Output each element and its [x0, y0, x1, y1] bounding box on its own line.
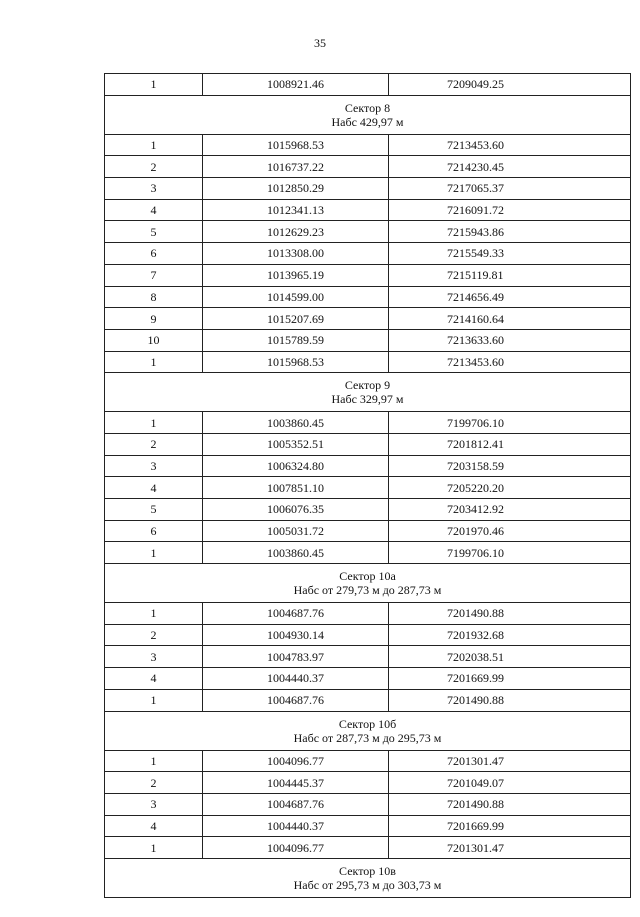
x-coordinate-cell: 1004440.37 — [203, 815, 389, 837]
sector-title: Сектор 10в — [339, 863, 396, 878]
table-row — [105, 134, 631, 156]
y-coordinate-cell: 7201812.41 — [389, 433, 631, 455]
table-row — [105, 286, 631, 308]
point-number-cell: 4 — [105, 815, 203, 837]
point-number-cell: 1 — [105, 603, 203, 625]
sector-height: Набс 329,97 м — [331, 392, 404, 407]
point-number-cell: 1 — [105, 689, 203, 711]
point-number-cell: 4 — [105, 668, 203, 690]
point-number-cell: 7 — [105, 264, 203, 286]
table-row — [105, 750, 631, 772]
point-number-cell: 6 — [105, 243, 203, 265]
y-coordinate-cell: 7215943.86 — [389, 221, 631, 243]
sector-height: Набс 429,97 м — [331, 114, 404, 129]
point-number-cell: 1 — [105, 412, 203, 434]
x-coordinate-cell: 1004440.37 — [203, 668, 389, 690]
table-row — [105, 520, 631, 542]
table-row — [105, 603, 631, 625]
table-row — [105, 329, 631, 351]
point-number-cell: 4 — [105, 477, 203, 499]
x-coordinate-cell: 1015207.69 — [203, 308, 389, 330]
sector-height: Набс от 287,73 м до 295,73 м — [293, 730, 442, 745]
y-coordinate-cell: 7214230.45 — [389, 156, 631, 178]
table-row — [105, 772, 631, 794]
point-number-cell: 8 — [105, 286, 203, 308]
x-coordinate-cell: 1008921.46 — [203, 74, 389, 96]
y-coordinate-cell: 7201490.88 — [389, 603, 631, 625]
x-coordinate-cell: 1004687.76 — [203, 793, 389, 815]
table-row — [105, 433, 631, 455]
point-number-cell: 2 — [105, 433, 203, 455]
point-number-cell: 3 — [105, 455, 203, 477]
table-row — [105, 178, 631, 200]
table-row — [105, 542, 631, 564]
y-coordinate-cell: 7201932.68 — [389, 624, 631, 646]
table-row — [105, 815, 631, 837]
sector-header-row — [105, 373, 631, 412]
x-coordinate-cell: 1007851.10 — [203, 477, 389, 499]
point-number-cell: 3 — [105, 178, 203, 200]
y-coordinate-cell: 7213453.60 — [389, 134, 631, 156]
sector-header — [105, 711, 631, 750]
point-number-cell: 1 — [105, 750, 203, 772]
point-number-cell: 2 — [105, 624, 203, 646]
y-coordinate-cell: 7201669.99 — [389, 815, 631, 837]
x-coordinate-cell: 1003860.45 — [203, 412, 389, 434]
table-row — [105, 199, 631, 221]
x-coordinate-cell: 1004687.76 — [203, 689, 389, 711]
y-coordinate-cell: 7201301.47 — [389, 750, 631, 772]
y-coordinate-cell: 7215119.81 — [389, 264, 631, 286]
point-number-cell: 1 — [105, 351, 203, 373]
x-coordinate-cell: 1004096.77 — [203, 837, 389, 859]
point-number-cell: 5 — [105, 499, 203, 521]
x-coordinate-cell: 1012341.13 — [203, 199, 389, 221]
point-number-cell: 1 — [105, 542, 203, 564]
table-row — [105, 689, 631, 711]
x-coordinate-cell: 1015968.53 — [203, 351, 389, 373]
point-number-cell: 2 — [105, 772, 203, 794]
point-number-cell: 4 — [105, 199, 203, 221]
y-coordinate-cell: 7203412.92 — [389, 499, 631, 521]
y-coordinate-cell: 7201049.07 — [389, 772, 631, 794]
sector-header — [105, 95, 631, 134]
point-number-cell: 10 — [105, 329, 203, 351]
y-coordinate-cell: 7216091.72 — [389, 199, 631, 221]
sector-title: Сектор 10б — [338, 716, 397, 731]
y-coordinate-cell: 7201490.88 — [389, 793, 631, 815]
point-number-cell: 1 — [105, 837, 203, 859]
x-coordinate-cell: 1004445.37 — [203, 772, 389, 794]
point-number-cell: 3 — [105, 646, 203, 668]
x-coordinate-cell: 1004687.76 — [203, 603, 389, 625]
y-coordinate-cell: 7214656.49 — [389, 286, 631, 308]
table-row — [105, 477, 631, 499]
sector-title: Сектор 9 — [344, 378, 391, 393]
x-coordinate-cell: 1012850.29 — [203, 178, 389, 200]
page-number: 35 — [314, 36, 326, 50]
point-number-cell: 1 — [105, 134, 203, 156]
y-coordinate-cell: 7215549.33 — [389, 243, 631, 265]
table-row — [105, 646, 631, 668]
point-number-cell: 3 — [105, 793, 203, 815]
sector-header — [105, 858, 631, 897]
sector-height: Набс от 279,73 м до 287,73 м — [293, 583, 442, 598]
sector-height: Набс от 295,73 м до 303,73 м — [293, 877, 442, 892]
table-row — [105, 499, 631, 521]
x-coordinate-cell: 1015968.53 — [203, 134, 389, 156]
x-coordinate-cell: 1003860.45 — [203, 542, 389, 564]
x-coordinate-cell: 1005352.51 — [203, 433, 389, 455]
y-coordinate-cell: 7214160.64 — [389, 308, 631, 330]
sector-title: Сектор 10а — [339, 569, 396, 584]
y-coordinate-cell: 7202038.51 — [389, 646, 631, 668]
point-number-cell: 9 — [105, 308, 203, 330]
table-row — [105, 624, 631, 646]
sector-header-row — [105, 564, 631, 603]
table-row — [105, 351, 631, 373]
table-row — [105, 455, 631, 477]
y-coordinate-cell: 7201490.88 — [389, 689, 631, 711]
table-row — [105, 74, 631, 96]
x-coordinate-cell: 1013308.00 — [203, 243, 389, 265]
sector-title: Сектор 8 — [344, 100, 391, 115]
table-row — [105, 412, 631, 434]
table-row — [105, 837, 631, 859]
table-row — [105, 156, 631, 178]
coordinates-table — [104, 73, 631, 898]
y-coordinate-cell: 7209049.25 — [389, 74, 631, 96]
table-row — [105, 221, 631, 243]
x-coordinate-cell: 1004096.77 — [203, 750, 389, 772]
sector-header — [105, 564, 631, 603]
x-coordinate-cell: 1006324.80 — [203, 455, 389, 477]
point-number-cell: 2 — [105, 156, 203, 178]
point-number-cell: 6 — [105, 520, 203, 542]
y-coordinate-cell: 7199706.10 — [389, 412, 631, 434]
y-coordinate-cell: 7217065.37 — [389, 178, 631, 200]
y-coordinate-cell: 7213633.60 — [389, 329, 631, 351]
y-coordinate-cell: 7201970.46 — [389, 520, 631, 542]
x-coordinate-cell: 1015789.59 — [203, 329, 389, 351]
x-coordinate-cell: 1006076.35 — [203, 499, 389, 521]
sector-header-row — [105, 95, 631, 134]
y-coordinate-cell: 7205220.20 — [389, 477, 631, 499]
y-coordinate-cell: 7213453.60 — [389, 351, 631, 373]
x-coordinate-cell: 1005031.72 — [203, 520, 389, 542]
sector-header — [105, 373, 631, 412]
x-coordinate-cell: 1016737.22 — [203, 156, 389, 178]
table-row — [105, 793, 631, 815]
point-number-cell: 5 — [105, 221, 203, 243]
x-coordinate-cell: 1004930.14 — [203, 624, 389, 646]
y-coordinate-cell: 7201669.99 — [389, 668, 631, 690]
y-coordinate-cell: 7199706.10 — [389, 542, 631, 564]
y-coordinate-cell: 7201301.47 — [389, 837, 631, 859]
coordinates-table-body — [105, 74, 631, 898]
x-coordinate-cell: 1012629.23 — [203, 221, 389, 243]
table-row — [105, 308, 631, 330]
sector-header-row — [105, 711, 631, 750]
sector-header-row — [105, 858, 631, 897]
x-coordinate-cell: 1014599.00 — [203, 286, 389, 308]
table-row — [105, 243, 631, 265]
x-coordinate-cell: 1013965.19 — [203, 264, 389, 286]
point-number-cell: 1 — [105, 74, 203, 96]
y-coordinate-cell: 7203158.59 — [389, 455, 631, 477]
table-row — [105, 264, 631, 286]
table-row — [105, 668, 631, 690]
x-coordinate-cell: 1004783.97 — [203, 646, 389, 668]
